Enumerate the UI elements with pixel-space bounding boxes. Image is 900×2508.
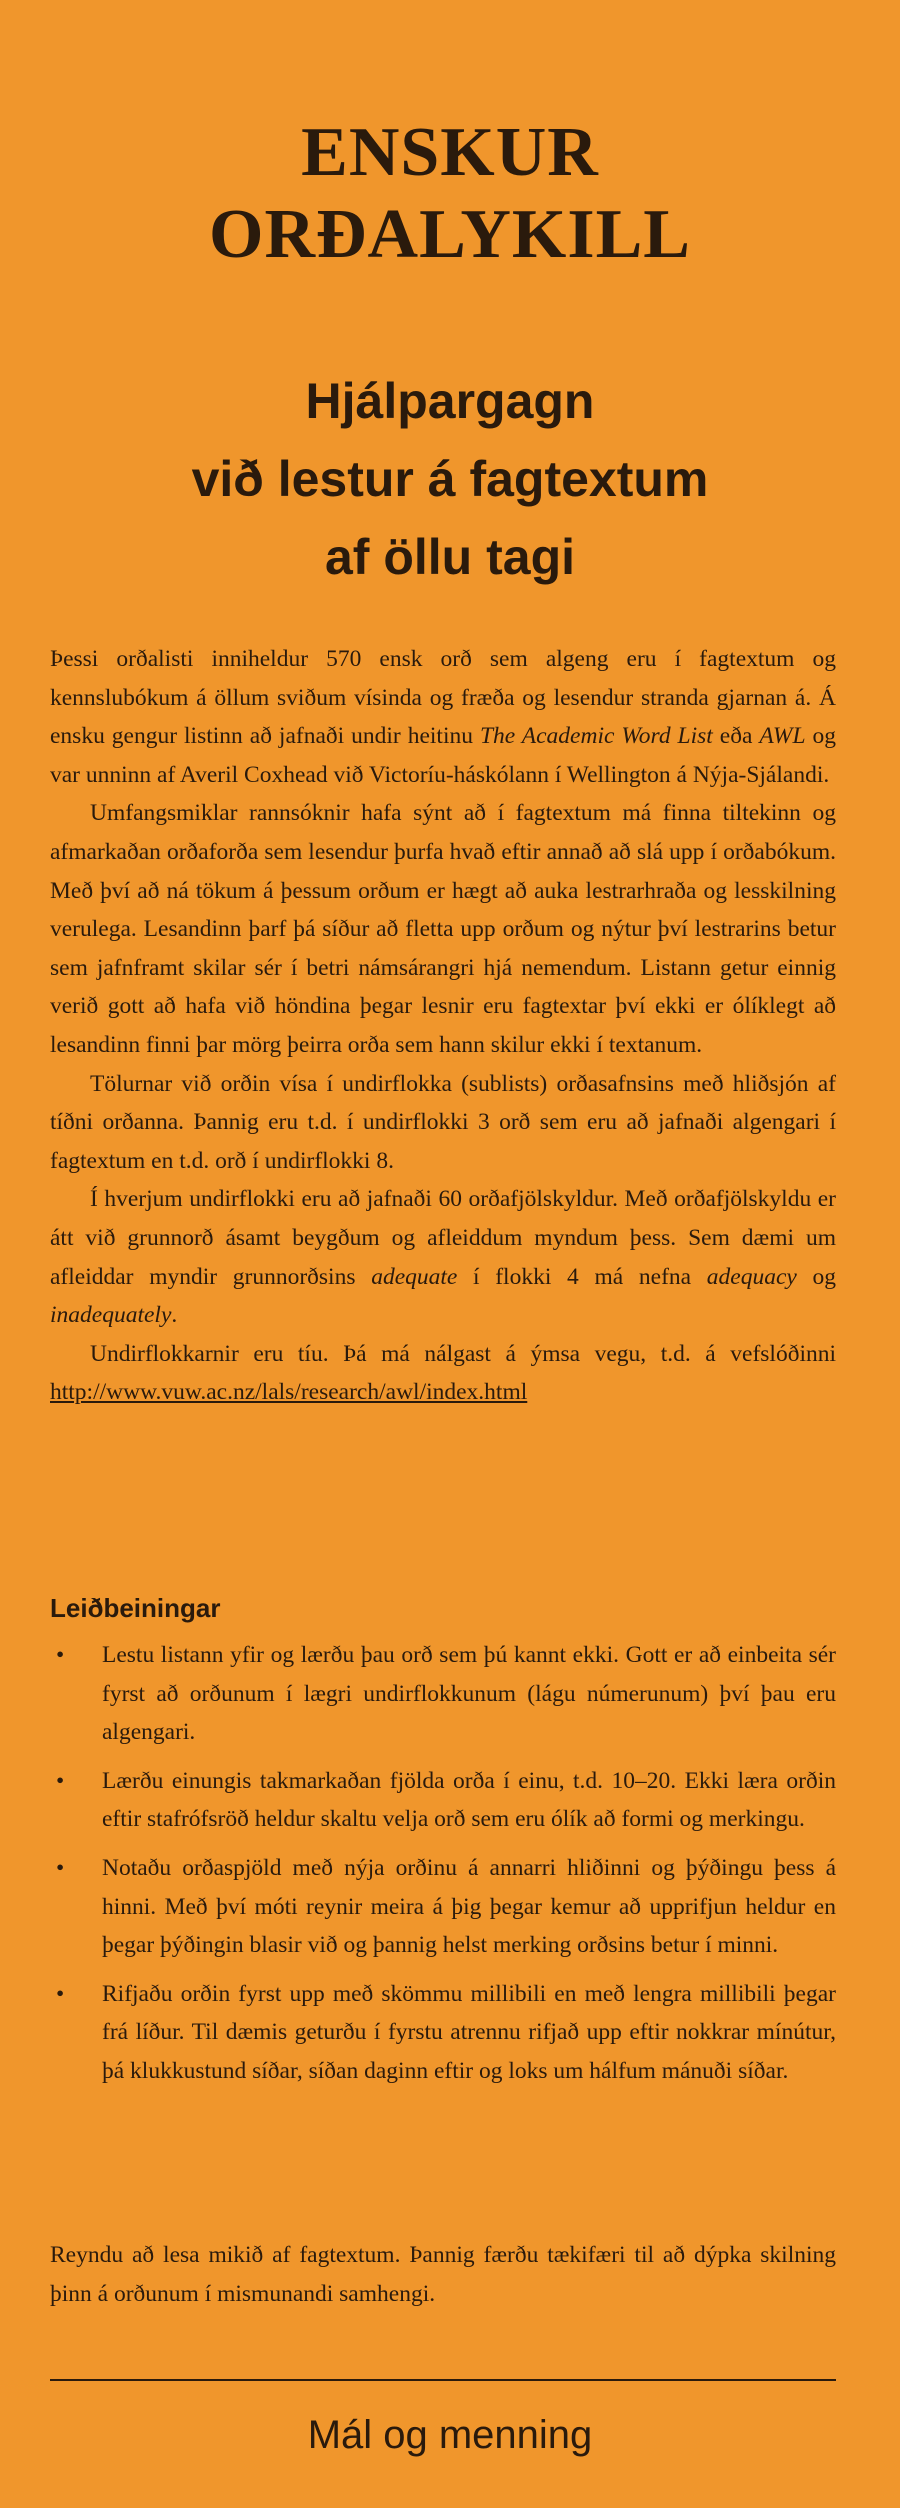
guide-heading: Leiðbeiningar [50, 1593, 221, 1623]
bullet-icon: • [56, 1980, 65, 2007]
page-subtitle [0, 362, 900, 596]
subtitle-line-3: af öllu tagi [325, 529, 575, 585]
guide-list [50, 1636, 836, 2101]
intro-paragraph-2: Umfangsmiklar rannsóknir hafa sýnt að í fagtextum má finna tiltekinn og afmarkaðan orðaforða sem lesendur þurfa hvað eftir annað að slá upp í orðabókum. Með því að ná tökum á þessum orðum er hægt að auka lestrarhraða og lesskilning verulega. Lesandinn þarf þá síður að fletta upp orðum og nýtur því lestrarins betur sem jafnframt skilar sér í betri námsárangri hjá nemendum. Listann getur einnig verið gott að hafa við höndina þegar lesnir eru fagtextar því ekki er ólíklegt að lesandinn finni þar mörg þeirra orða sem hann skilur ekki í textanum. [50, 800, 836, 1058]
bullet-icon: • [56, 1642, 65, 1668]
subtitle-line-2: við lestur á fagtextum [191, 451, 709, 507]
guide-item: • Lærðu einungis takmarkaðan fjölda orða í einu, t.d. 10–20. Ekki læra orðin eftir stafrófsröð heldur skaltu velja orð sem eru ólík að formi og merkingu. [50, 1762, 836, 1839]
intro-paragraph-4: Í hverjum undirflokki eru að jafnaði 60 orðafjölskyldur. Með orðafjölskyldu er átt við grunnorð ásamt beygðum og afleiddum myndum þess. Sem dæmi um afleiddar myndir grunnorðsins adequate í flokki 4 má nefna adequacy og inadequately. [50, 1186, 837, 1329]
awl-url-link[interactable]: http://www.vuw.ac.nz/lals/research/awl/index.html [50, 1379, 528, 1406]
term-academic-word-list: The Academic Word List [479, 723, 713, 750]
term-adequacy: adequacy [706, 1263, 797, 1290]
term-awl: AWL [759, 723, 806, 750]
bullet-icon: • [56, 1767, 65, 1794]
publisher-name: Mál og menning [307, 2413, 593, 2457]
title-line-1: ENSKUR [301, 114, 599, 191]
guide-item: • Rifjaðu orðin fyrst upp með skömmu millibili en með lengra millibili þegar frá líður. Til dæmis geturðu í fyrstu atrennu rifjað upp eftir nokkrar mínútur, þá klukkustund síðar, síðan daginn eftir og loks um hálfum mánuði síðar. [50, 1975, 836, 2091]
bullet-icon: • [56, 1854, 65, 1881]
term-adequate: adequate [371, 1263, 458, 1290]
term-inadequately: inadequately [50, 1302, 172, 1329]
intro-text [50, 640, 836, 1412]
footer-divider [50, 2379, 836, 2381]
intro-paragraph-5: Undirflokkarnir eru tíu. Þá má nálgast á ýmsa vegu, t.d. á vefslóðinni http://www.vuw.ac.nz/lals/research/awl/index.html [50, 1340, 836, 1406]
intro-paragraph-1: Þessi orðalisti inniheldur 570 ensk orð sem algeng eru í fagtextum og kennslubókum á öllum sviðum vísinda og fræða og lesendur stranda gjarnan á. Á ensku gengur listinn að jafnaði undir heitinu The Academic Word List eða AWL og var unninn af Averil Coxhead við Victoríu-háskólann í Wellington á Nýja-Sjálandi. [50, 646, 837, 788]
subtitle-line-1: Hjálpargagn [305, 373, 595, 429]
title-line-2: ORÐALYKILL [209, 196, 691, 273]
intro-paragraph-3: Tölurnar við orðin vísa í undirflokka (sublists) orðasafnsins með hliðsjón af tíðni orðanna. Þannig eru t.d. í undirflokki 3 orð sem eru að jafnaði algengari í fagtextum en t.d. orð í undirflokki 8. [50, 1070, 836, 1174]
guide-item: • Lestu listann yfir og lærðu þau orð sem þú kannt ekki. Gott er að einbeita sér fyrst að orðunum í lægri undirflokkunum (lágu númerunum) því þau eru algengari. [50, 1636, 836, 1752]
page-title [0, 112, 900, 276]
guide-item: • Notaðu orðaspjöld með nýja orðinu á annarri hliðinni og þýðingu þess á hinni. Með því móti reynir meira á þig þegar kemur að upprifjun heldur en þegar þýðingin blasir við og þannig helst merking orðsins betur í minni. [50, 1849, 836, 1965]
closing-paragraph: Reyndu að lesa mikið af fagtextum. Þannig færðu tækifæri til að dýpka skilning þinn á orðunum í mismunandi samhengi. [50, 2242, 836, 2307]
